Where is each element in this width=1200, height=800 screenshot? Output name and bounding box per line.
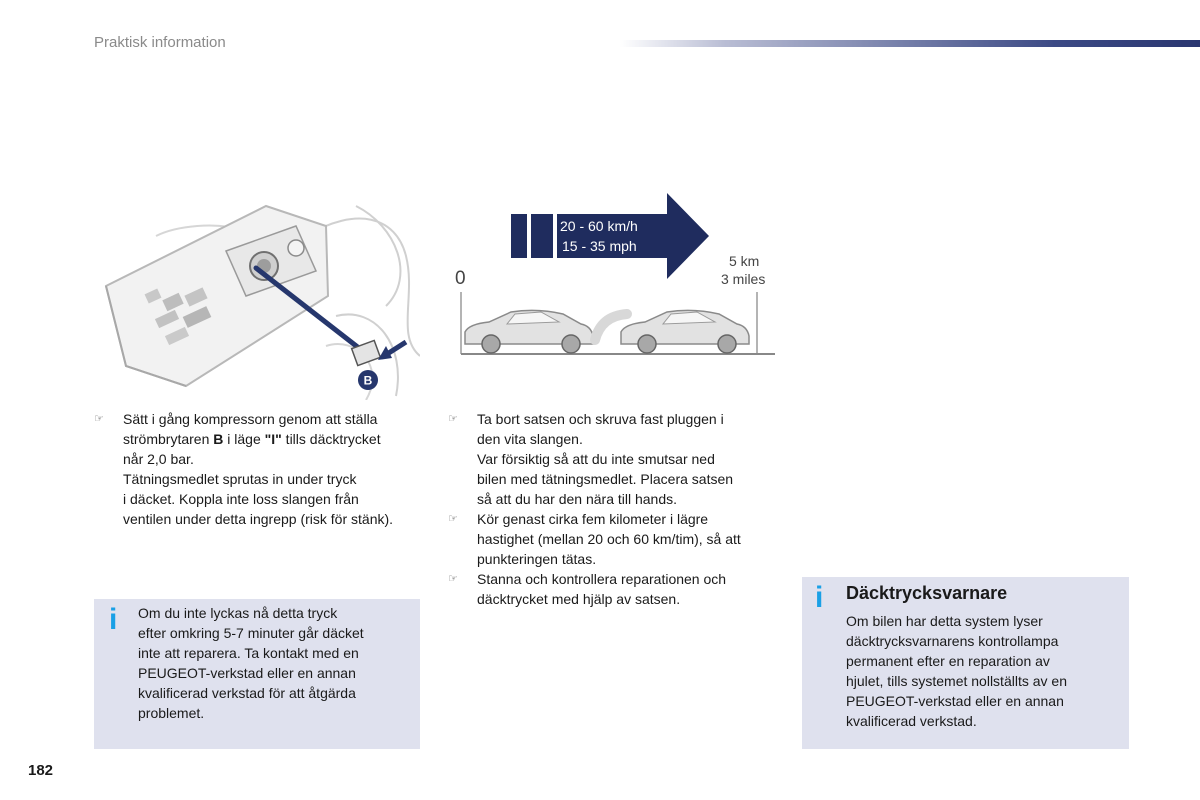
instruction-line: Tätningsmedlet sprutas in under tryck xyxy=(123,471,357,487)
distance-km-label: 5 km xyxy=(729,253,760,269)
instruction-line: punkteringen tätas. xyxy=(477,551,597,567)
instruction-start-compressor xyxy=(94,409,429,529)
instruction-line: den vita slangen. xyxy=(477,431,583,447)
info-icon: i xyxy=(109,603,118,636)
instruction-line: Stanna och kontrollera reparationen och xyxy=(477,571,727,587)
header-gradient-bar xyxy=(620,40,1200,47)
hand-pointer-icon: ☞ xyxy=(448,513,458,525)
car-start xyxy=(465,310,593,353)
instruction-line: Kör genast cirka fem kilometer i lägre xyxy=(477,511,709,527)
instruction-line: Var försiktig så att du inte smutsar ned xyxy=(477,451,715,467)
speed-kmh-label: 20 - 60 km/h xyxy=(560,218,638,234)
instruction-line: så att du har den nära till hands. xyxy=(477,491,678,507)
instruction-line: når 2,0 bar. xyxy=(123,451,194,467)
info-box-text: Om du inte lyckas nå detta tryck efter omkring 5-7 minuter går däcket inte att reparera. Ta kontakt med en PEUGEOT-verkstad eller en annan kvalificerad verkstad för att åtgärda problemet. xyxy=(138,605,364,721)
section-title: Praktisk information xyxy=(94,34,226,51)
info-box-failure xyxy=(94,599,420,749)
info-box-title: Däcktrycksvarnare xyxy=(846,583,1008,603)
middle-column-instructions xyxy=(448,409,778,609)
instruction-line: hastighet (mellan 20 och 60 km/tim), så att xyxy=(477,531,741,547)
page-number: 182 xyxy=(28,762,54,779)
instruction-line: däcktrycket med hjälp av satsen. xyxy=(477,591,681,607)
instruction-line: Sätt i gång kompressorn genom att ställa xyxy=(123,411,378,427)
instruction-line: ventilen under detta ingrepp (risk för stänk). xyxy=(123,511,394,527)
instruction-line: bilen med tätningsmedlet. Placera satsen xyxy=(477,471,734,487)
instruction-line: strömbrytaren B i läge "I" tills däcktrycket xyxy=(123,431,381,447)
instruction-line: Ta bort satsen och skruva fast pluggen i xyxy=(477,411,724,427)
compressor-illustration xyxy=(96,196,420,400)
hand-pointer-icon: ☞ xyxy=(448,413,458,425)
info-box-tyre-pressure-warning xyxy=(802,577,1129,749)
instruction-check xyxy=(448,569,778,609)
speed-diagram xyxy=(445,190,780,365)
start-marker-label: 0 xyxy=(455,268,466,289)
info-icon: i xyxy=(815,581,824,614)
instruction-line: i däcket. Koppla inte loss slangen från xyxy=(123,491,359,507)
instruction-remove-kit xyxy=(448,409,778,509)
car-moving xyxy=(621,310,749,353)
hand-pointer-icon: ☞ xyxy=(94,413,104,425)
hand-pointer-icon: ☞ xyxy=(448,573,458,585)
switch-b-badge: B xyxy=(363,373,373,388)
instruction-drive xyxy=(448,509,778,569)
distance-miles-label: 3 miles xyxy=(721,271,766,287)
speed-mph-label: 15 - 35 mph xyxy=(562,238,637,254)
info-box-text: Om bilen har detta system lyser däcktrycksvarnarens kontrollampa permanent efter en reparation av hjulet, tills systemet nollställts av en PEUGEOT-verkstad eller en annan kvalificerad verkstad. xyxy=(846,613,1067,729)
left-column-instructions xyxy=(94,409,429,529)
